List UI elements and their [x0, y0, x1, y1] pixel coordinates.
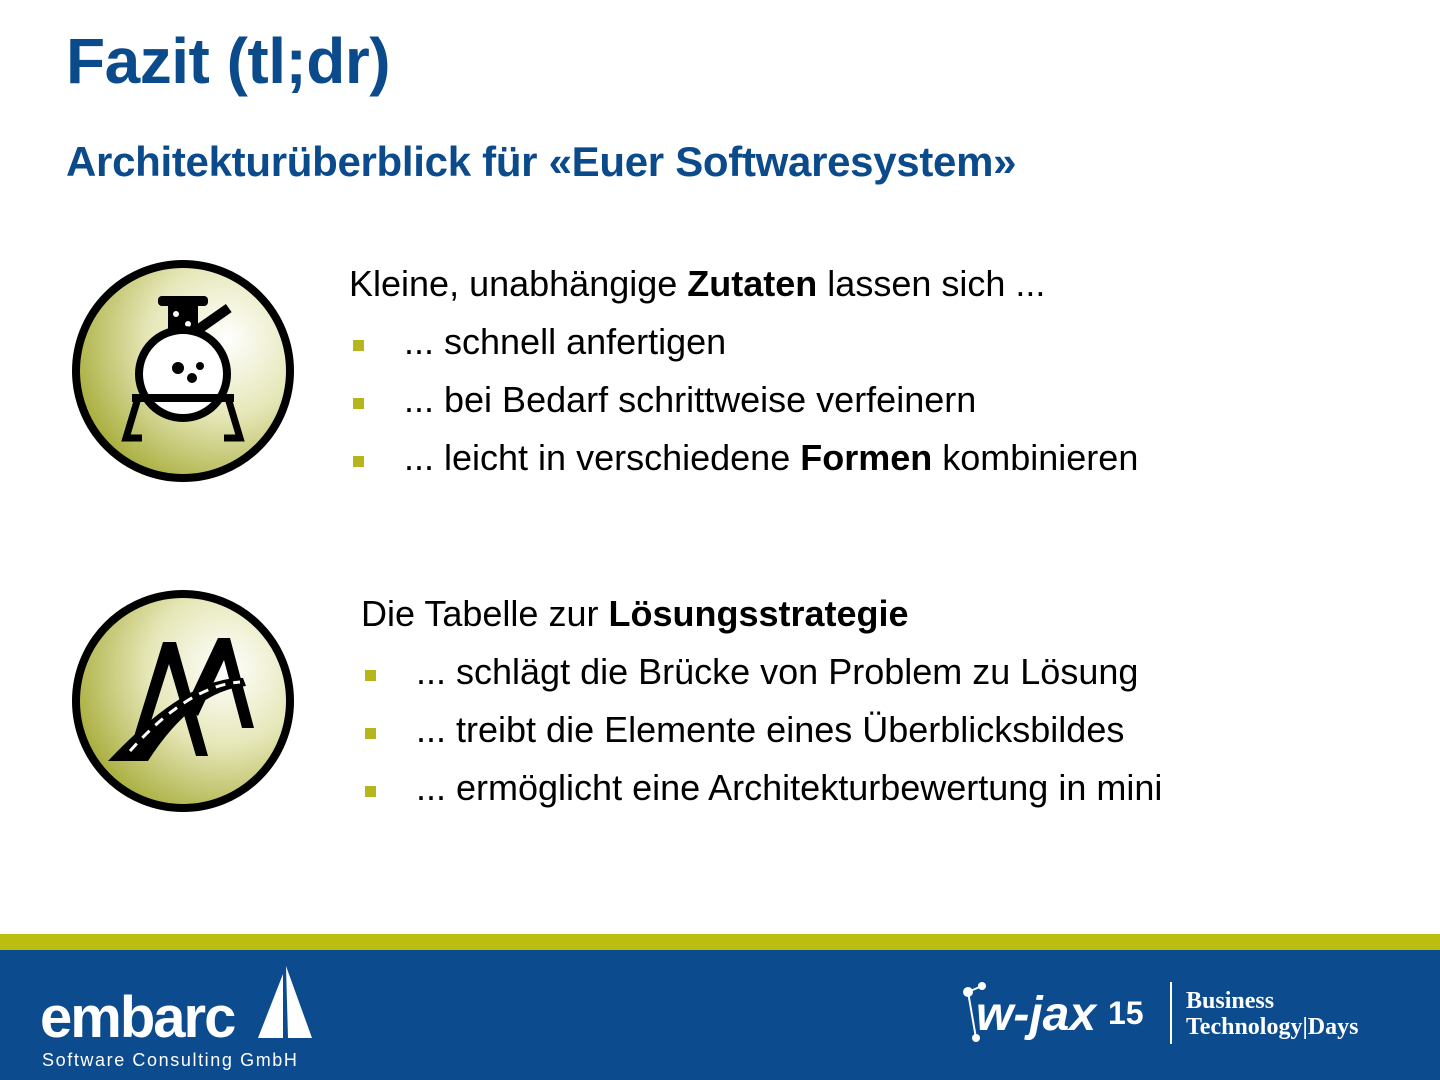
- event-logo: [958, 980, 1398, 1050]
- solution-strategy-section: [361, 592, 1162, 810]
- bullet-square-icon: [365, 786, 376, 797]
- svg-text:w-jax: w-jax: [976, 988, 1097, 1041]
- ingredients-bullet-list: [349, 320, 1138, 480]
- embarc-logo: [38, 962, 328, 1072]
- wjax-logo-icon: [958, 980, 1164, 1050]
- slide-title: Fazit (tl;dr): [66, 25, 391, 97]
- list-item: ... leicht in verschiedene Formen kombinieren: [349, 436, 1138, 480]
- event-tagline: Business Technology|Days: [1186, 988, 1359, 1040]
- bullet-square-icon: [353, 340, 364, 351]
- list-item: ... treibt die Elemente eines Überblicksbildes: [361, 708, 1162, 752]
- footer-bar: [0, 950, 1440, 1080]
- bullet-square-icon: [353, 398, 364, 409]
- footer-accent-stripe: [0, 934, 1440, 950]
- bullet-square-icon: [365, 670, 376, 681]
- sail-icon: [256, 964, 314, 1040]
- bullet-square-icon: [353, 456, 364, 467]
- company-wordmark: embarc: [40, 985, 235, 1050]
- list-item: ... ermöglicht eine Architekturbewertung in mini: [361, 766, 1162, 810]
- ingredients-section: [349, 262, 1138, 480]
- svg-text:15: 15: [1108, 995, 1144, 1031]
- ingredients-lead: Kleine, unabhängige Zutaten lassen sich ...: [349, 263, 1046, 304]
- logo-separator: [1170, 982, 1172, 1044]
- bridge-road-icon: [68, 586, 298, 816]
- solution-strategy-bullet-list: [361, 650, 1162, 810]
- bullet-square-icon: [365, 728, 376, 739]
- list-item: ... bei Bedarf schrittweise verfeinern: [349, 378, 1138, 422]
- chemistry-flask-icon: [68, 256, 298, 486]
- company-subtitle: Software Consulting GmbH: [42, 1050, 299, 1070]
- list-item: ... schlägt die Brücke von Problem zu Lösung: [361, 650, 1162, 694]
- slide-subtitle: Architekturüberblick für «Euer Softwaresystem»: [66, 138, 1017, 185]
- solution-strategy-lead: Die Tabelle zur Lösungsstrategie: [361, 593, 909, 634]
- list-item: ... schnell anfertigen: [349, 320, 1138, 364]
